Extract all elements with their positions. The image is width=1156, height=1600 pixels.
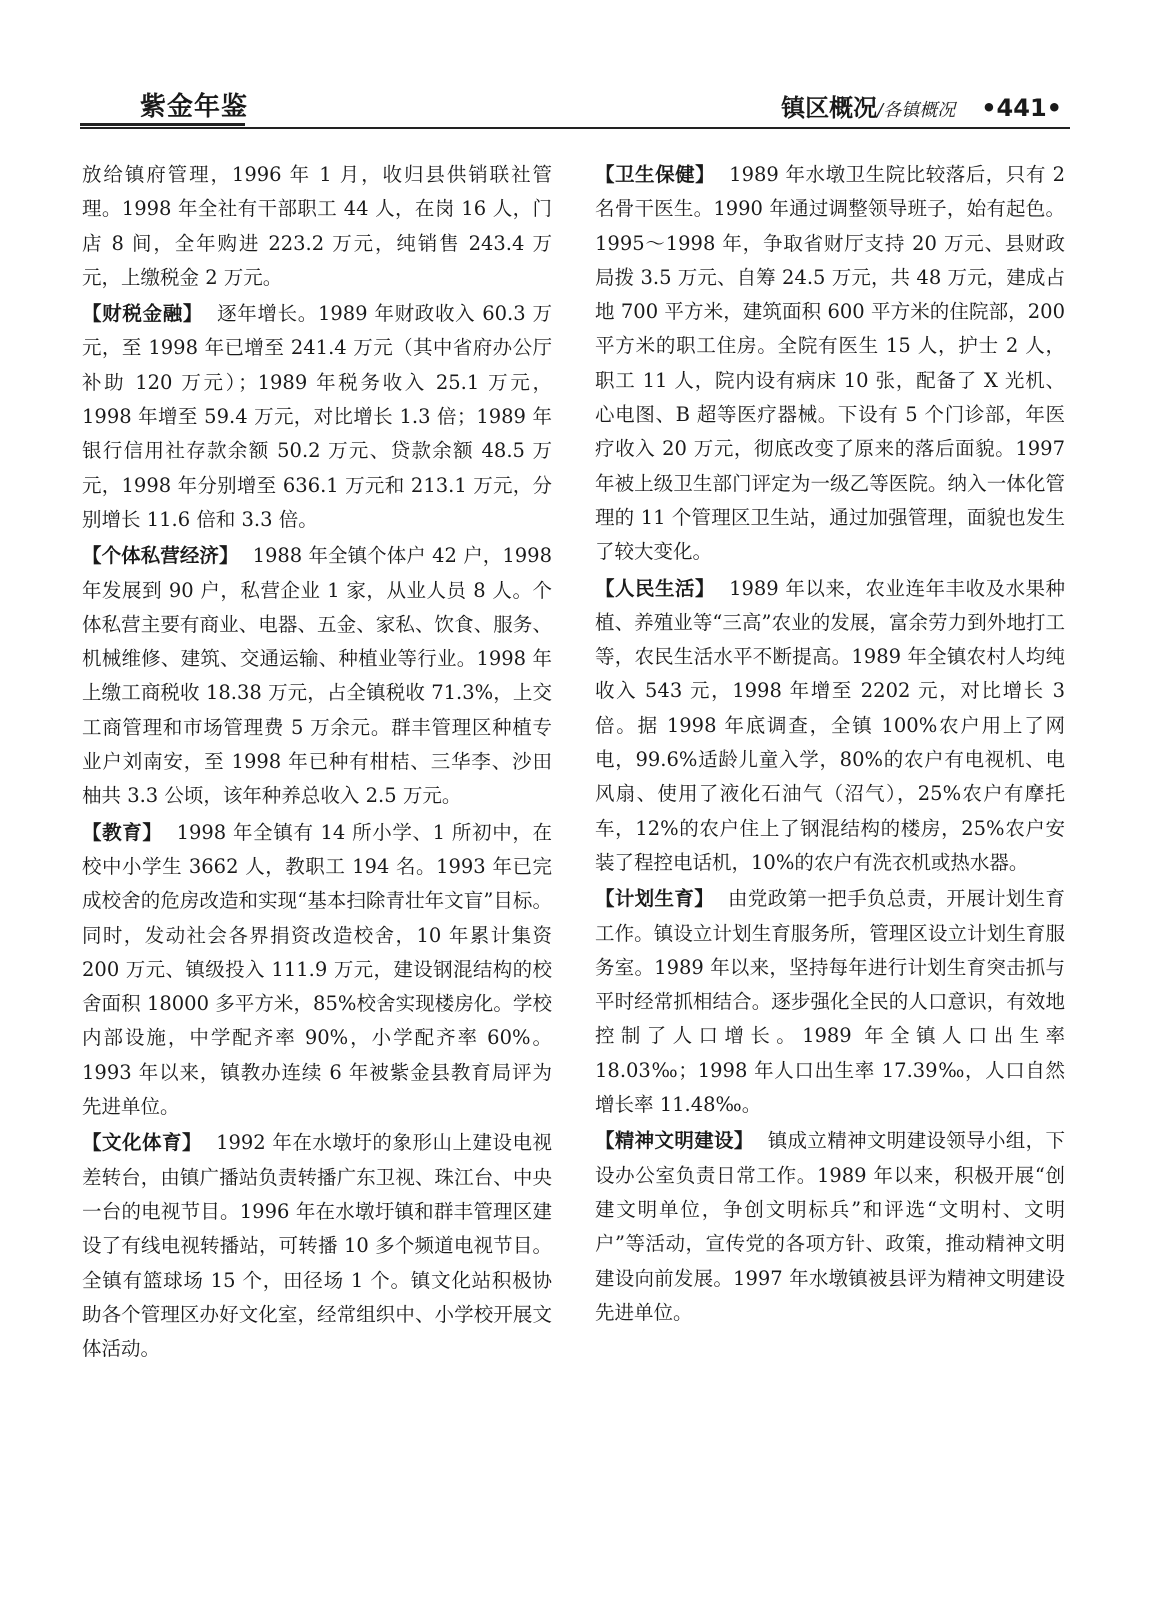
section-heading: 【卫生保健】 [595,163,716,186]
paragraph [595,572,1065,881]
section-heading: 【计划生育】 [595,887,715,911]
paragraph [595,1124,1065,1330]
paragraph [82,297,552,537]
running-header [80,70,1070,130]
header-rule-accent [80,123,245,126]
section-heading: 【人民生活】 [595,576,716,600]
left-column [82,158,552,1368]
paragraph [82,816,552,1125]
paragraph-text: 1989 年水墩卫生院比较落后，只有 2 名骨干医生。1990 年通过调整领导班子，始有起色。1995～1998 年，争取省财厅支持 20 万元、县财政局拨 3.5 万元、自筹 24.5 万元，共 48 万元，建成占地 700 平方米，建筑面积 600 平方米的住院部，200 平方米的职工住房。全院有医生 15 人，护士 2 人，职工 11 人，院内设有病床 10 张，配备了 X 光机、心电图、B 超等医疗器械。下设有 5 个门诊部，年医疗收入 20 万元，彻底改变了原来的落后面貌。1997 年被上级卫生部门评定为一级乙等医院。纳入一体化管理的 11 个管理区卫生站，通过加强管理，面貌也发生了较大变化。 [595,163,1065,564]
section-name: 镇区概况 [781,94,878,122]
section-heading: 【个体私营经济】 [82,544,239,568]
header-rule [80,127,1070,129]
paragraph [595,158,1065,570]
paragraph-text: 逐年增长。1989 年财政收入 60.3 万元，至 1998 年已增至 241.4 万元（其中省府办公厅补助 120 万元）；1989 年税务收入 25.1 万元，1998 年增至 59.4 万元，对比增长 1.3 倍；1989 年银行信用社存款余额 50.2 万元、贷款余额 48.5 万元，1998 年分别增至 636.1 万元和 213.1 万元，分别增长 11.6 倍和 3.3 倍。 [82,302,552,531]
subsection-name: /各镇概况 [877,100,956,121]
paragraph [82,1126,552,1366]
paragraph-text: 1988 年全镇个体户 42 户，1998 年发展到 90 户，私营企业 1 家，从业人员 8 人。个体私营主要有商业、电器、五金、家私、饮食、服务、机械维修、建筑、交通运输、种植业等行业。1998 年上缴工商税收 18.38 万元，占全镇税收 71.3%，上交工商管理和市场管理费 5 万余元。群丰管理区种植专业户刘南安，至 1998 年已种有柑桔、三华李、沙田柚共 3.3 公顷，该年种养总收入 2.5 万元。 [82,544,552,808]
right-column [595,158,1065,1332]
paragraph-text: 放给镇府管理，1996 年 1 月，收归县供销联社管理。1998 年全社有干部职工 44 人，在岗 16 人，门店 8 间，全年购进 223.2 万元，纯销售 243.4 万元，上缴税金 2 万元。 [82,163,552,289]
paragraph [82,539,552,813]
paragraph-text: 1998 年全镇有 14 所小学、1 所初中，在校中小学生 3662 人，教职工 194 名。1993 年已完成校舍的危房改造和实现“基本扫除青壮年文盲”目标。同时，发动社会各界捐资改造校舍，10 年累计集资 200 万元、镇级投入 111.9 万元，建设钢混结构的校舍面积 18000 多平方米，85%校舍实现楼房化。学校内部设施，中学配齐率 90%，小学配齐率 60%。1993 年以来，镇教办连续 6 年被紫金县教育局评为先进单位。 [82,820,552,1119]
section-heading: 【财税金融】 [82,302,204,326]
paragraph-text: 1989 年以来，农业连年丰收及水果种植、养殖业等“三高”农业的发展，富余劳力到外地打工等，农民生活水平不断提高。1989 年全镇农村人均纯收入 543 元，1998 年增至 2202 元，对比增长 3 倍。据 1998 年底调查，全镇 100%农户用上了网电，99.6%适龄儿童入学，80%的农户有电视机、电风扇、使用了液化石油气（沼气），25%农户有摩托车，12%的农户住上了钢混结构的楼房，25%农户安装了程控电话机，10%的农户有洗衣机或热水器。 [595,576,1065,874]
paragraph [82,158,552,295]
section-heading: 【教育】 [82,820,163,844]
paragraph [595,882,1065,1122]
paragraph-text: 由党政第一把手负总责，开展计划生育工作。镇设立计划生育服务所，管理区设立计划生育服务室。1989 年以来，坚持每年进行计划生育突击抓与平时经常抓相结合。逐步强化全民的人口意识，有效地控制了人口增长。1989 年全镇人口出生率 18.03‰；1998 年人口出生率 17.39‰，人口自然增长率 11.48‰。 [595,887,1065,1117]
paragraph-text: 镇成立精神文明建设领导小组，下设办公室负责日常工作。1989 年以来，积极开展“创建文明单位，争创文明标兵”和评选“文明村、文明户”等活动，宣传党的各项方针、政策，推动精神文明建设向前发展。1997 年水墩镇被县评为精神文明建设先进单位。 [595,1129,1065,1324]
section-heading: 【精神文明建设】 [595,1129,754,1153]
page-number: •441• [981,94,1062,122]
book-title: 紫金年鉴 [140,92,249,122]
section-heading: 【文化体育】 [82,1131,203,1155]
paragraph-text: 1992 年在水墩圩的象形山上建设电视差转台，由镇广播站负责转播广东卫视、珠江台、中央一台的电视节目。1996 年在水墩圩镇和群丰管理区建设了有线电视转播站，可转播 10 多个频道电视节目。全镇有篮球场 15 个，田径场 1 个。镇文化站积极协助各个管理区办好文化室，经常组织中、小学校开展文体活动。 [82,1131,552,1361]
section-title [781,88,1062,123]
